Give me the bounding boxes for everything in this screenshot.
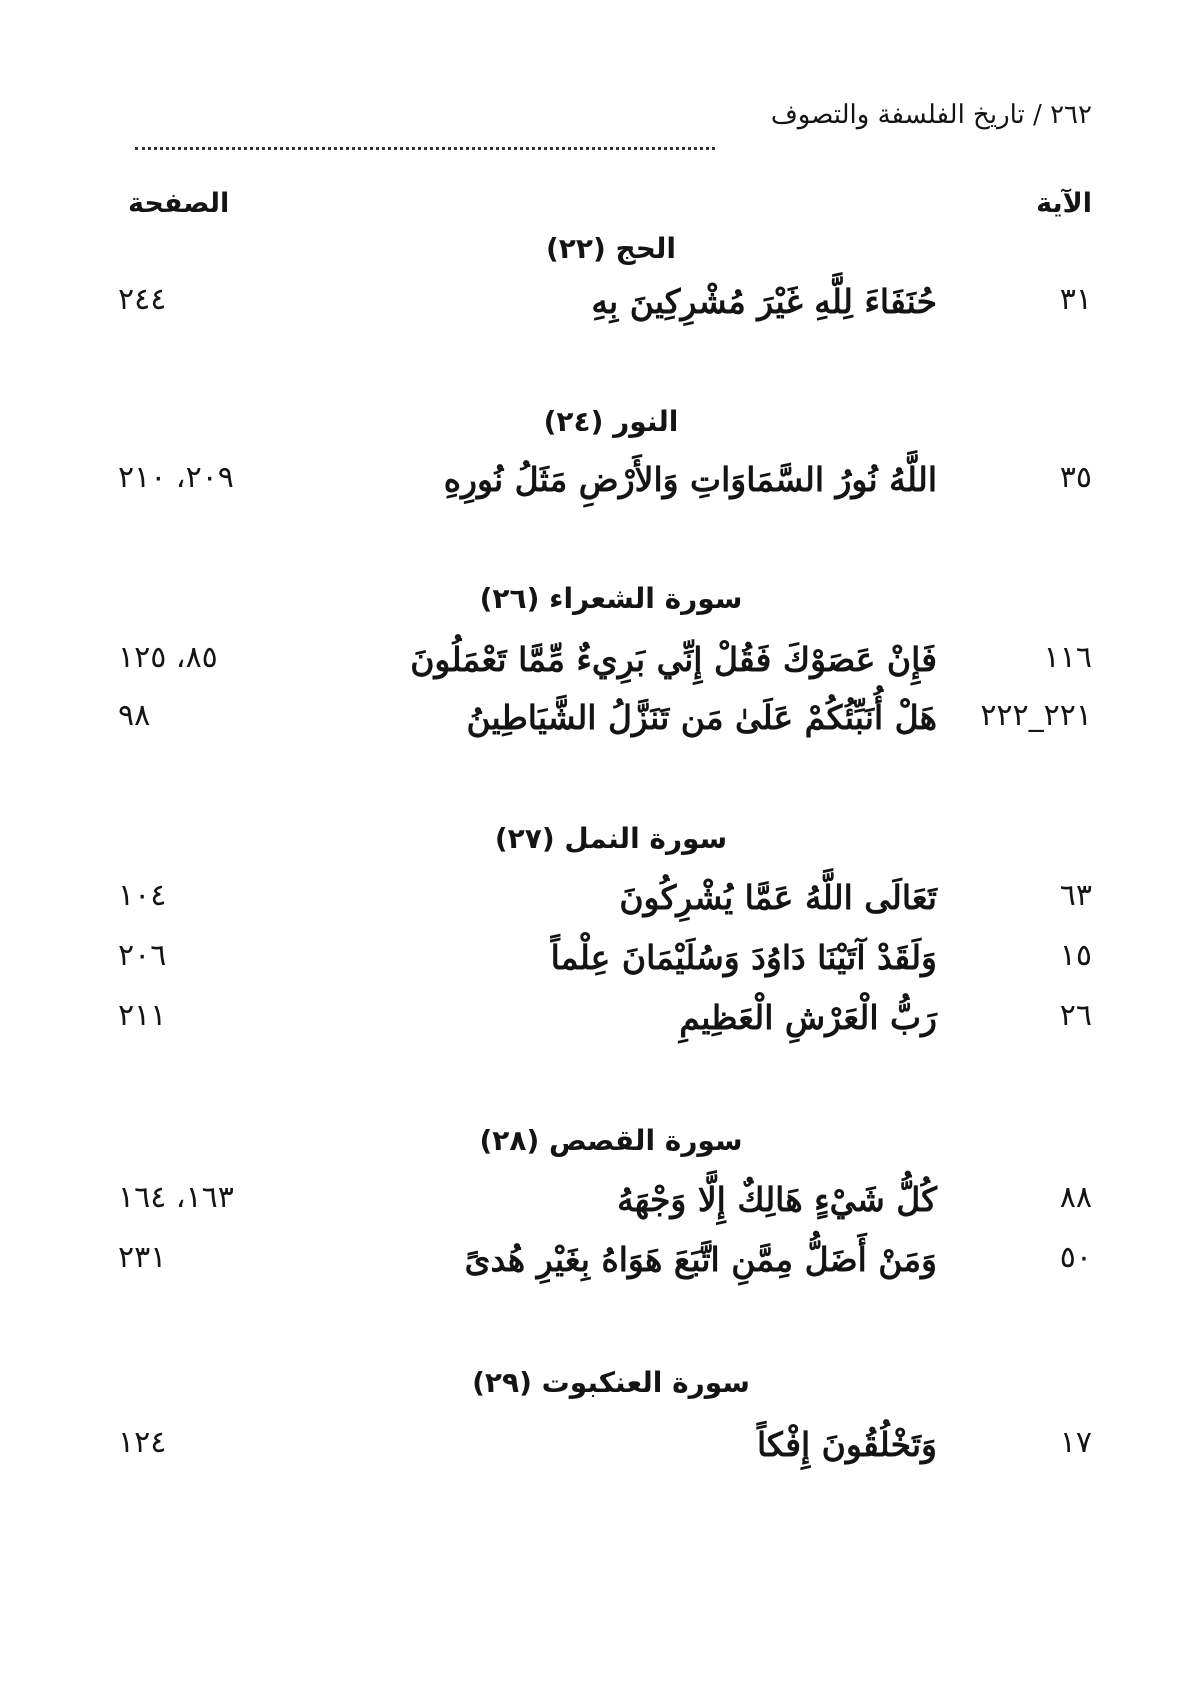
column-header-ayah: الآية bbox=[1036, 188, 1092, 219]
ayah-text: تَعَالَى اللَّهُ عَمَّا يُشْرِكُونَ bbox=[619, 878, 937, 917]
ayah-number: ٢٢١_٢٢٢ bbox=[980, 698, 1092, 733]
ayah-text: حُنَفَاءَ لِلَّهِ غَيْرَ مُشْرِكِينَ بِهِ bbox=[591, 282, 937, 321]
page-reference: ٢٠٦ bbox=[118, 938, 167, 973]
header-dotted-leader bbox=[135, 110, 715, 150]
index-entry bbox=[0, 1240, 1202, 1296]
index-entry bbox=[0, 698, 1202, 754]
page-reference: ٢٤٤ bbox=[118, 282, 167, 317]
page-reference: ٨٥، ١٢٥ bbox=[118, 640, 218, 675]
index-entry bbox=[0, 938, 1202, 994]
ayah-number: ٥٠ bbox=[1059, 1240, 1092, 1275]
index-entry bbox=[0, 1180, 1202, 1236]
ayah-number: ١٥ bbox=[1059, 938, 1092, 973]
page-reference: ٢٣١ bbox=[118, 1240, 167, 1275]
ayah-number: ٢٦ bbox=[1059, 998, 1092, 1033]
sura-title-naml: سورة النمل (٢٧) bbox=[494, 822, 728, 855]
ayah-number: ١١٦ bbox=[1043, 640, 1092, 675]
index-entry bbox=[0, 282, 1202, 338]
ayah-number: ٨٨ bbox=[1059, 1180, 1092, 1215]
page-reference: ٩٨ bbox=[118, 698, 151, 733]
index-entry bbox=[0, 640, 1202, 696]
ayah-text: رَبُّ الْعَرْشِ الْعَظِيمِ bbox=[679, 998, 937, 1037]
ayah-number: ٣١ bbox=[1059, 282, 1092, 317]
ayah-text: فَإِنْ عَصَوْكَ فَقُلْ إِنِّي بَرِيءٌ مِّمَّا تَعْمَلُونَ bbox=[410, 640, 937, 679]
ayah-text: وَتَخْلُقُونَ إِفْكاً bbox=[756, 1425, 937, 1464]
page-reference: ٢٠٩، ٢١٠ bbox=[118, 460, 234, 495]
ayah-number: ٦٣ bbox=[1059, 878, 1092, 913]
sura-title-hajj: الحج (٢٢) bbox=[546, 232, 676, 265]
page-reference: ١٦٣، ١٦٤ bbox=[118, 1180, 234, 1215]
ayah-text: وَمَنْ أَضَلُّ مِمَّنِ اتَّبَعَ هَوَاهُ بِغَيْرِ هُدىً bbox=[464, 1240, 937, 1279]
index-entry bbox=[0, 460, 1202, 516]
index-entry bbox=[0, 998, 1202, 1054]
ayah-text: اللَّهُ نُورُ السَّمَاوَاتِ وَالأَرْضِ مَثَلُ نُورِهِ bbox=[443, 460, 937, 499]
ayah-text: هَلْ أُنَبِّئُكُمْ عَلَىٰ مَن تَنَزَّلُ الشَّيَاطِينُ bbox=[466, 698, 937, 737]
sura-title-shuara: سورة الشعراء (٢٦) bbox=[479, 582, 743, 615]
page-reference: ١٢٤ bbox=[118, 1425, 167, 1460]
running-header: ٢٦٢ / تاريخ الفلسفة والتصوف bbox=[770, 100, 1092, 130]
ayah-text: وَلَقَدْ آتَيْنَا دَاوُدَ وَسُلَيْمَانَ عِلْماً bbox=[550, 938, 937, 977]
ayah-text: كُلُّ شَيْءٍ هَالِكٌ إِلَّا وَجْهَهُ bbox=[617, 1180, 937, 1219]
sura-title-ankabut: سورة العنكبوت (٢٩) bbox=[472, 1366, 750, 1399]
index-entry bbox=[0, 1425, 1202, 1481]
page-reference: ١٠٤ bbox=[118, 878, 167, 913]
sura-title-nur: النور (٢٤) bbox=[543, 405, 679, 438]
ayah-number: ١٧ bbox=[1059, 1425, 1092, 1460]
page-reference: ٢١١ bbox=[118, 998, 167, 1033]
index-entry bbox=[0, 878, 1202, 934]
column-header-page: الصفحة bbox=[128, 188, 230, 219]
sura-title-qasas: سورة القصص (٢٨) bbox=[479, 1124, 743, 1157]
ayah-number: ٣٥ bbox=[1059, 460, 1092, 495]
